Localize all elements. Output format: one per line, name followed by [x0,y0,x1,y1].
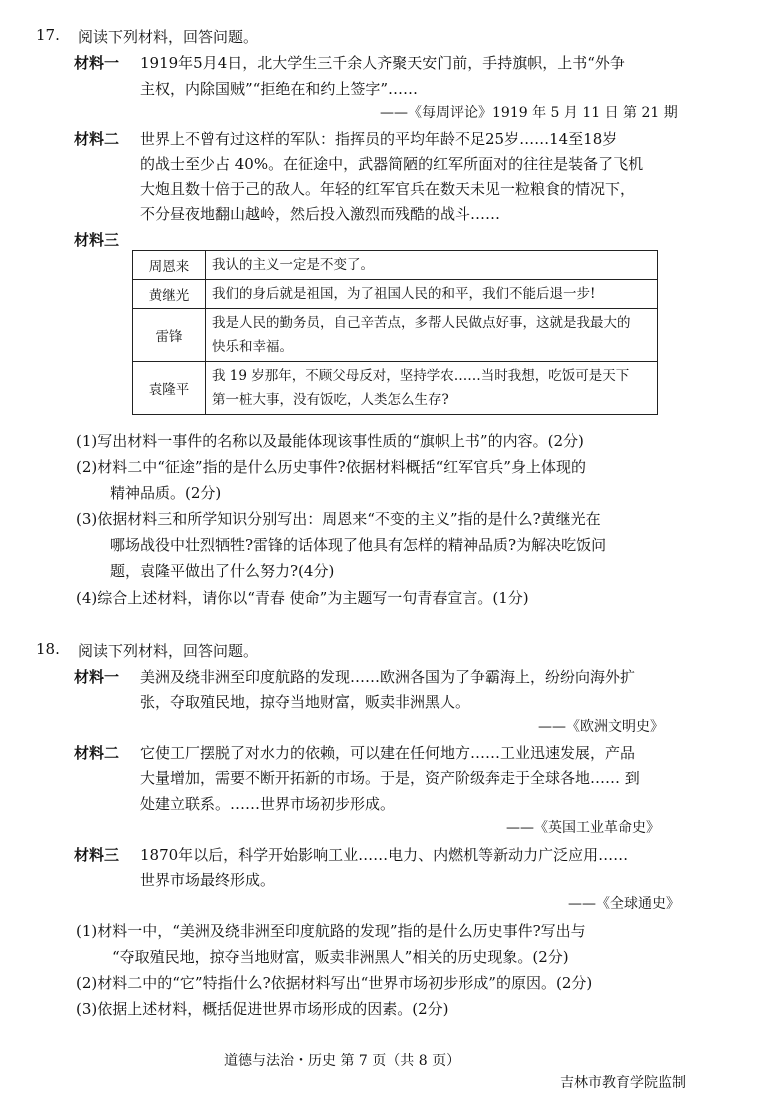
q18-m2-source: ——《英国工业革命史》 [506,820,660,836]
q17-number: 17. [36,26,60,44]
q18-question-1-cont: “夺取殖民地，掠夺当地财富，贩卖非洲黑人”相关的历史现象。(2分) [112,948,569,966]
quote-line: 第一桩大事，没有饭吃，人类怎么生存? [212,392,449,408]
q17-m1-line2: 主权，内除国贼”“拒绝在和约上签字”…… [140,80,419,98]
person-name: 黄继光 [133,280,206,309]
quote-line: 我 19 岁那年，不顾父母反对，坚持学农……当时我想，吃饭可是天下 [212,368,630,384]
q18-question-3: (3)依据上述材料，概括促进世界市场形成的因素。(2分) [76,1000,449,1018]
q17-m1-source: ——《每周评论》1919 年 5 月 11 日 第 21 期 [380,105,678,121]
q17-question-4: (4)综合上述材料，请你以“青春 使命”为主题写一句青春宣言。(1分) [76,589,529,607]
quote [206,362,658,415]
person-name: 雷锋 [133,309,206,362]
q18-m3-line2: 世界市场最终形成。 [140,871,276,889]
q18-m1-line2: 张，夺取殖民地，掠夺当地财富，贩卖非洲黑人。 [140,693,471,711]
q18-m3-source: ——《全球通史》 [568,896,680,912]
quote [206,309,658,362]
q17-question-1: (1)写出材料一事件的名称以及最能体现该事性质的“旗帜上书”的内容。(2分) [76,432,584,450]
q18-m1-source: ——《欧洲文明史》 [538,719,664,735]
q17-m2-line4: 不分昼夜地翻山越岭，然后投入激烈而残酷的战斗…… [140,205,501,223]
q18-number: 18. [36,640,60,658]
quote-line: 快乐和幸福。 [212,339,293,355]
q17-question-2: (2)材料二中“征途”指的是什么历史事件?依据材料概括“红军官兵”身上体现的 [76,458,586,476]
person-name: 袁隆平 [133,362,206,415]
q17-question-3-cont2: 题，袁隆平做出了什么努力?(4分) [110,562,335,580]
q18-m2-line3: 处建立联系。……世界市场初步形成。 [140,795,396,813]
quote [206,251,658,280]
q17-m1-label: 材料一 [74,54,120,72]
q18-m3-label: 材料三 [74,846,120,864]
q18-m1-label: 材料一 [74,668,120,686]
q17-m2-label: 材料二 [74,130,120,148]
q18-m2-line2: 大量增加，需要不断开拓新的市场。于是，资产阶级奔走于全球各地…… 到 [140,769,640,787]
q17-m2-line2: 的战士至少占 40%。在征途中，武器简陋的红军所面对的往往是装备了飞机 [140,155,644,173]
q17-m2-line1: 世界上不曾有过这样的军队：指挥员的平均年龄不足25岁……14至18岁 [140,130,618,148]
q17-m3-label: 材料三 [74,231,120,249]
table-row [133,362,658,415]
q17-question-3-cont1: 哪场战役中壮烈牺牲?雷锋的话体现了他具有怎样的精神品质?为解决吃饭问 [110,536,607,554]
q18-m2-line1: 它使工厂摆脱了对水力的依赖，可以建在任何地方……工业迅速发展，产品 [140,744,636,762]
table-row [133,251,658,280]
q18-m1-line1: 美洲及绕非洲至印度航路的发现……欧洲各国为了争霸海上，纷纷向海外扩 [140,668,636,686]
q17-m1-line1: 1919年5月4日，北大学生三千余人齐聚天安门前，手持旗帜，上书“外争 [140,54,625,72]
q17-question-2-cont: 精神品质。(2分) [110,484,222,502]
q18-m3-line1: 1870年以后，科学开始影响工业……电力、内燃机等新动力广泛应用…… [140,846,629,864]
quote [206,280,658,309]
q17-m2-line3: 大炮且数十倍于己的敌人。年轻的红军官兵在数天未见一粒粮食的情况下， [140,180,636,198]
q18-prompt: 阅读下列材料，回答问题。 [78,642,259,660]
quote-line: 我认的主义一定是不变了。 [212,257,374,273]
q17-question-3: (3)依据材料三和所学知识分别写出：周恩来“不变的主义”指的是什么?黄继光在 [76,510,601,528]
quote-line: 我们的身后就是祖国，为了祖国人民的和平，我们不能后退一步! [212,286,596,302]
q18-question-2: (2)材料二中的“它”特指什么?依据材料写出“世界市场初步形成”的原因。(2分) [76,974,593,992]
q17-prompt: 阅读下列材料，回答问题。 [78,28,259,46]
table-row [133,280,658,309]
q18-question-1: (1)材料一中，“美洲及绕非洲至印度航路的发现”指的是什么历史事件?写出与 [76,922,586,940]
page-number: 道德与法治・历史 第 7 页（共 8 页） [224,1053,461,1069]
table-row [133,309,658,362]
q18-m2-label: 材料二 [74,744,120,762]
person-name: 周恩来 [133,251,206,280]
quote-line: 我是人民的勤务员，自己辛苦点，多帮人民做点好事，这就是我最大的 [212,315,631,331]
publisher: 吉林市教育学院监制 [560,1075,686,1091]
q17-m3-table [132,250,658,415]
